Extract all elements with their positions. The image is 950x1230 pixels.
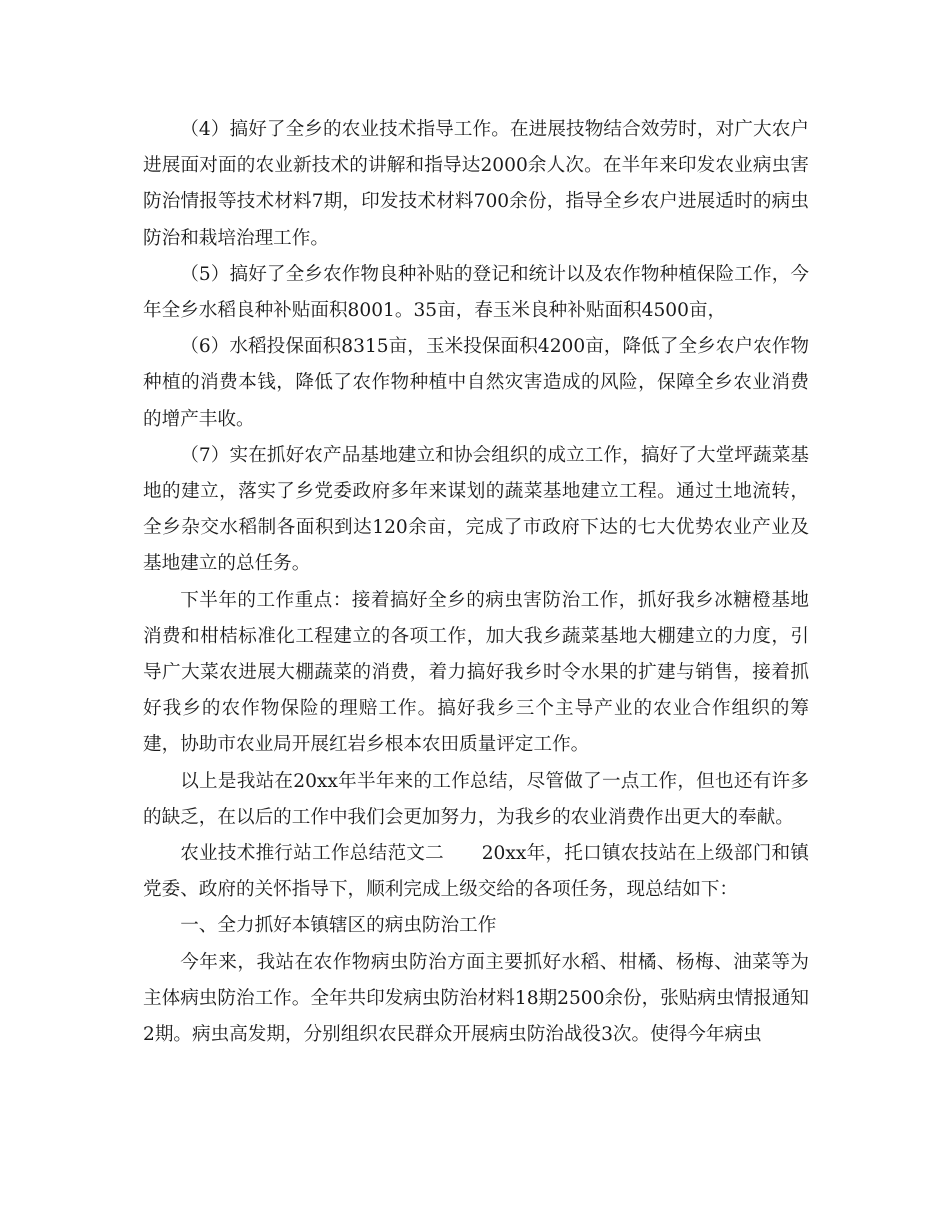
paragraph-seed-subsidy: （5）搞好了全乡农作物良种补贴的登记和统计以及农作物种植保险工作，今年全乡水稻良种补贴面积8001。35亩，春玉米良种补贴面积4500亩， bbox=[143, 263, 809, 322]
paragraph-crop-insurance: （6）水稻投保面积8315亩，玉米投保面积4200亩，降低了全乡农户农作物种植的消费本钱，降低了农作物种植中自然灾害造成的风险，保障全乡农业消费的增产丰收。 bbox=[143, 336, 809, 430]
paragraph-summary-conclusion: 以上是我站在20xx年半年来的工作总结，尽管做了一点工作，但也还有许多的缺乏，在以后的工作中我们会更加努力，为我乡的农业消费作出更大的奉献。 bbox=[143, 770, 809, 828]
section-heading-pest-control: 一、全力抓好本镇辖区的病虫防治工作 bbox=[180, 915, 497, 937]
paragraph-second-half-focus: 下半年的工作重点：接着搞好全乡的病虫害防治工作，抓好我乡冰糖橙基地消费和柑桔标准化工程建立的各项工作，加大我乡蔬菜基地大棚建立的力度，引导广大菜农进展大棚蔬菜的消费，着力搞好我乡时令水果的扩建与销售，接着抓好我乡的农作物保险的理赔工作。搞好我乡三个主导产业的农业合作组织的筹建，协助市农业局开展红岩乡根本农田质量评定工作。 bbox=[143, 589, 809, 756]
paragraph-technical-guidance: （4）搞好了全乡的农业技术指导工作。在进展技物结合效劳时，对广大农户进展面对面的农业新技术的讲解和指导达2000余人次。在半年来印发农业病虫害防治情报等技术材料7期，印发技术材料700余份，指导全乡农户进展适时的病虫防治和栽培治理工作。 bbox=[143, 119, 809, 249]
paragraph-base-construction: （7）实在抓好农产品基地建立和协会组织的成立工作，搞好了大堂坪蔬菜基地的建立，落实了乡党委政府多年来谋划的蔬菜基地建立工程。通过土地流转，全乡杂交水稻制各面积到达120余亩，完成了市政府下达的七大优势农业产业及基地建立的总任务。 bbox=[143, 444, 809, 575]
paragraph-pest-control: 今年来，我站在农作物病虫防治方面主要抓好水稻、柑橘、杨梅、油菜等为主体病虫防治工作。全年共印发病虫防治材料18期2500余份，张贴病虫情报通知2期。病虫高发期，分别组织农民群众开展病虫防治战役3次。使得今年病虫 bbox=[143, 951, 809, 1046]
document-body bbox=[143, 112, 809, 1053]
paragraph-sample-two-intro: 农业技术推行站工作总结范文二 20xx年，托口镇农技站在上级部门和镇党委、政府的关怀指导下，顺利完成上级交给的各项任务，现总结如下： bbox=[143, 843, 809, 901]
